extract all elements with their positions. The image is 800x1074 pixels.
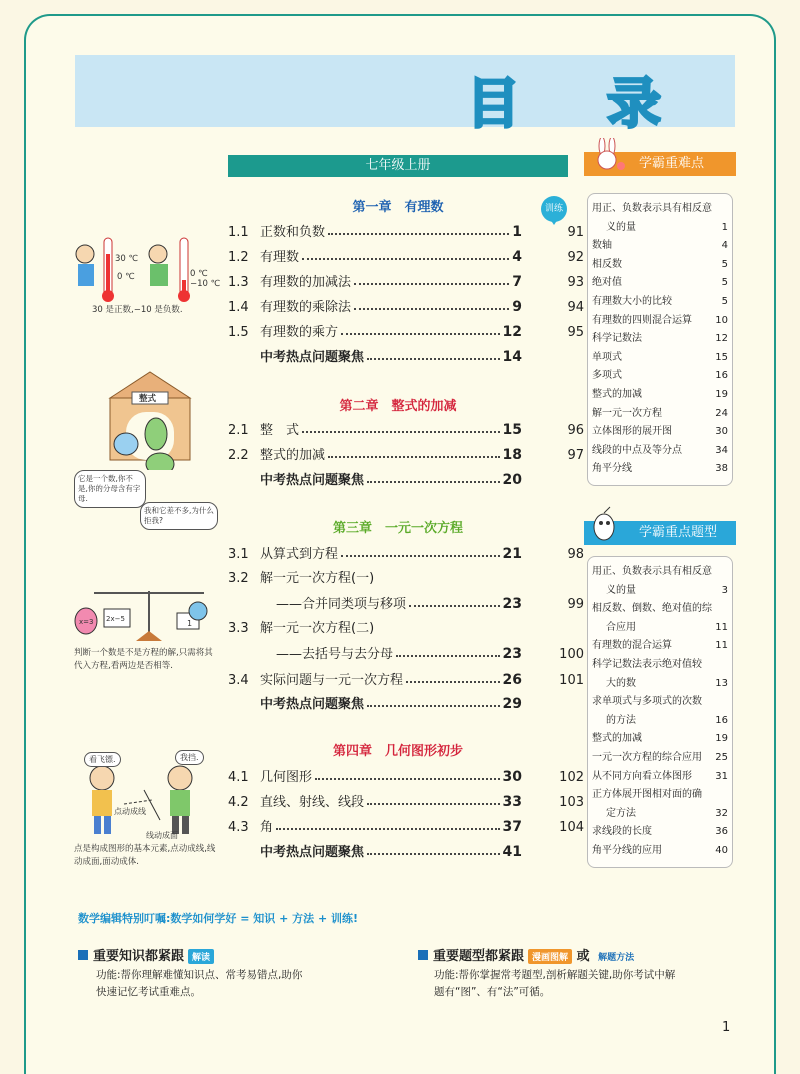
item-page: 16 xyxy=(715,714,728,726)
section-title: 从算式到方程 xyxy=(260,547,339,562)
section-title: 整 式 xyxy=(260,423,300,438)
key-question-types-list xyxy=(587,556,733,868)
section-number: 1.1 xyxy=(228,225,249,240)
side-list-item[interactable] xyxy=(592,312,728,331)
side-list-item[interactable] xyxy=(592,637,728,656)
toc-row[interactable] xyxy=(228,815,584,835)
balance-illustration xyxy=(74,585,214,645)
side-list-item[interactable] xyxy=(592,842,728,861)
side-list-item[interactable] xyxy=(592,330,728,349)
item-title: 相反数、倒数、绝对值的综 xyxy=(592,603,712,615)
item-title: 用正、负数表示具有相反意 xyxy=(592,203,712,214)
page-ref: 20 xyxy=(502,472,522,488)
feature-desc xyxy=(434,967,675,1001)
feature-knowledge xyxy=(78,945,214,964)
tab-key-points[interactable] xyxy=(584,152,736,176)
section-title: ——合并同类项与移项 xyxy=(276,597,407,612)
key-points-list xyxy=(587,193,733,486)
item-page: 30 xyxy=(715,426,728,438)
exercise-page-ref: 94 xyxy=(567,300,584,315)
item-title: 有理数的混合运算 xyxy=(592,640,672,652)
dot-leader xyxy=(328,456,500,458)
dot-leader xyxy=(367,853,500,855)
or-text: 或 xyxy=(576,949,590,964)
chapter-2-title[interactable]: 第二章 整式的加减 xyxy=(339,399,457,414)
item-page: 40 xyxy=(715,844,728,856)
item-page: 13 xyxy=(715,677,728,689)
section-number: 2.1 xyxy=(228,423,249,438)
side-list-item[interactable] xyxy=(592,712,728,731)
item-page: 19 xyxy=(715,388,728,400)
section-number: 4.1 xyxy=(228,770,249,785)
toc-hot-topics-row[interactable] xyxy=(228,468,522,488)
side-list-item[interactable] xyxy=(592,349,728,368)
item-page: 3 xyxy=(721,584,728,596)
dot-leader xyxy=(367,803,500,805)
tab-key-question-types[interactable] xyxy=(584,521,736,545)
speech-bubble: 我和它差不多,为什么拒我? xyxy=(140,502,218,530)
item-title: 科学记数法 xyxy=(592,333,642,345)
section-title: 解一元一次方程(二) xyxy=(260,621,375,636)
therm-label: 30 ℃ xyxy=(115,254,139,264)
item-title: 数轴 xyxy=(592,240,612,252)
item-title: 一元一次方程的综合应用 xyxy=(592,751,702,763)
feature-title: 重要知识都紧跟 xyxy=(93,949,185,964)
side-list-item[interactable] xyxy=(592,256,728,275)
page-ref: 23 xyxy=(502,596,522,612)
side-list-item[interactable] xyxy=(592,200,728,219)
exercise-page-ref: 104 xyxy=(559,820,584,835)
page-ref: 9 xyxy=(512,299,522,315)
section-title: 有理数的乘除法 xyxy=(260,300,352,315)
section-number: 3.4 xyxy=(228,673,249,688)
side-list-item[interactable] xyxy=(592,442,728,461)
exercise-page-ref: 91 xyxy=(567,225,584,240)
section-number: 4.3 xyxy=(228,820,249,835)
exercise-page-ref: 98 xyxy=(567,547,584,562)
dot-leader xyxy=(315,778,500,780)
scale-label: x=3 xyxy=(79,618,94,626)
practice-badge: 训练 xyxy=(541,196,567,222)
tag-badge: 漫画图解 xyxy=(528,949,572,964)
item-page: 15 xyxy=(715,351,728,363)
side-list-item[interactable] xyxy=(592,460,728,479)
item-title: 义的量 xyxy=(606,584,636,596)
side-list-item[interactable] xyxy=(592,582,728,601)
darts-illustration xyxy=(74,760,214,840)
item-title: 义的量 xyxy=(606,221,636,233)
gate-illustration xyxy=(100,370,210,470)
section-title: 角 xyxy=(260,820,274,835)
item-page: 16 xyxy=(715,370,728,382)
mascot-icon xyxy=(588,505,628,545)
bullet-square-icon xyxy=(418,950,428,960)
page-ref: 15 xyxy=(502,422,522,438)
page-ref: 4 xyxy=(512,249,522,265)
tag-badge: 解读 xyxy=(188,949,214,964)
side-list-item[interactable] xyxy=(592,823,728,842)
item-title: 正方体展开图相对面的确 xyxy=(592,789,702,801)
scale-label: 2x−5 xyxy=(106,615,125,623)
item-title: 相反数 xyxy=(592,258,622,270)
section-title: 中考热点问题聚焦 xyxy=(260,350,365,365)
side-list-item[interactable] xyxy=(592,405,728,424)
toc-row[interactable] xyxy=(228,592,584,612)
feature-desc xyxy=(96,967,302,1001)
item-title: 定方法 xyxy=(606,807,636,819)
section-number: 1.2 xyxy=(228,250,249,265)
side-list-item[interactable] xyxy=(592,656,728,675)
section-number: 1.3 xyxy=(228,275,249,290)
page-ref: 18 xyxy=(502,447,522,463)
therm-label: 0 ℃ xyxy=(117,272,135,282)
toc-row[interactable] xyxy=(228,542,584,562)
side-list-item[interactable] xyxy=(592,805,728,824)
dot-leader xyxy=(341,555,500,557)
toc-row[interactable] xyxy=(228,765,584,785)
page-ref: 26 xyxy=(502,672,522,688)
section-title: ——去括号与去分母 xyxy=(276,647,394,662)
section-title: 中考热点问题聚焦 xyxy=(260,845,365,860)
dot-leader xyxy=(367,705,500,707)
side-list-item[interactable] xyxy=(592,730,728,749)
item-page: 5 xyxy=(721,258,728,270)
item-title: 大的数 xyxy=(606,677,636,689)
side-list-item[interactable] xyxy=(592,274,728,293)
section-number: 1.4 xyxy=(228,300,249,315)
section-title: 有理数的乘方 xyxy=(260,325,339,340)
toc-row[interactable] xyxy=(228,418,584,438)
item-page: 24 xyxy=(715,407,728,419)
chapter-3-title[interactable]: 第三章 一元一次方程 xyxy=(332,521,463,536)
item-page: 5 xyxy=(721,295,728,307)
item-page: 32 xyxy=(715,807,728,819)
toc-row[interactable] xyxy=(228,443,584,463)
chapter-4-title[interactable]: 第四章 几何图形初步 xyxy=(332,744,463,759)
gate-label: 整式 xyxy=(139,394,157,404)
item-title: 单项式 xyxy=(592,351,622,363)
dot-leader xyxy=(341,333,500,335)
side-list-item[interactable] xyxy=(592,768,728,787)
figure-label: 线动成面 xyxy=(146,831,178,840)
side-list-item[interactable] xyxy=(592,693,728,712)
dot-leader xyxy=(396,655,500,657)
item-title: 从不同方向看立体图形 xyxy=(592,770,692,782)
feature-question-types xyxy=(418,945,634,964)
section-number: 3.3 xyxy=(228,621,249,636)
item-page: 38 xyxy=(715,463,728,475)
item-title: 的方法 xyxy=(606,714,636,726)
item-title: 整式的加减 xyxy=(592,388,642,400)
exercise-page-ref: 93 xyxy=(567,275,584,290)
page-ref: 14 xyxy=(502,349,522,365)
item-title: 绝对值 xyxy=(592,277,622,289)
exercise-page-ref: 103 xyxy=(559,795,584,810)
section-title: 解一元一次方程(一) xyxy=(260,571,375,586)
exercise-page-ref: 92 xyxy=(567,250,584,265)
item-page: 4 xyxy=(721,240,728,252)
page-title: 目 录 xyxy=(466,72,695,135)
section-title: 整式的加减 xyxy=(260,448,326,463)
side-list-item[interactable] xyxy=(592,600,728,619)
section-number: 2.2 xyxy=(228,448,249,463)
item-page: 31 xyxy=(715,770,728,782)
section-number: 4.2 xyxy=(228,795,249,810)
speech-bubble: 看飞镖. xyxy=(84,752,121,767)
figure-label: 点动成线 xyxy=(114,807,146,816)
caption-1: 30 是正数,−10 是负数. xyxy=(92,305,183,315)
dot-leader xyxy=(302,431,500,433)
item-title: 多项式 xyxy=(592,370,622,382)
toc-row[interactable] xyxy=(228,220,584,240)
feature-desc-line: 快速记忆考试重难点。 xyxy=(96,986,201,998)
item-title: 立体图形的展开图 xyxy=(592,426,672,438)
item-page: 5 xyxy=(721,277,728,289)
side-list-item[interactable] xyxy=(592,675,728,694)
feature-desc-line: 功能:帮你理解难懂知识点、常考易错点,助你 xyxy=(96,969,303,981)
tab-label: 学霸重点题型 xyxy=(639,525,718,540)
dot-leader xyxy=(406,681,500,683)
toc-hot-topics-row[interactable] xyxy=(228,345,522,365)
item-page: 1 xyxy=(721,221,728,233)
item-title: 求线段的长度 xyxy=(592,826,652,838)
item-page: 11 xyxy=(715,640,728,652)
rabbit-mascot-icon xyxy=(588,138,628,176)
toc-row[interactable] xyxy=(228,566,568,586)
side-list-item[interactable] xyxy=(592,423,728,442)
item-title: 有理数的四则混合运算 xyxy=(592,314,692,326)
side-list-item[interactable] xyxy=(592,386,728,405)
item-title: 求单项式与多项式的次数 xyxy=(592,696,702,708)
section-title: 中考热点问题聚焦 xyxy=(260,473,365,488)
section-title: 实际问题与一元一次方程 xyxy=(260,673,404,688)
section-title: 直线、射线、线段 xyxy=(260,795,365,810)
grade-header: 七年级上册 xyxy=(228,155,568,177)
side-list-item[interactable] xyxy=(592,786,728,805)
section-number: 1.5 xyxy=(228,325,249,340)
therm-label: 0 ℃ xyxy=(190,269,208,279)
item-page: 25 xyxy=(715,751,728,763)
speech-bubble: 它是一个数,你不是,你的分母含有字母. xyxy=(74,470,146,508)
section-title: 正数和负数 xyxy=(260,225,326,240)
side-list-item[interactable] xyxy=(592,367,728,386)
editor-tip: 数学编辑特别叮嘱:数学如何学好 = 知识 + 方法 + 训练! xyxy=(78,912,359,925)
toc-row[interactable] xyxy=(228,642,584,662)
item-title: 整式的加减 xyxy=(592,733,642,745)
exercise-page-ref: 99 xyxy=(567,597,584,612)
page-ref: 29 xyxy=(502,696,522,712)
toc-row[interactable] xyxy=(228,270,584,290)
side-list-item[interactable] xyxy=(592,237,728,256)
dot-leader xyxy=(354,283,509,285)
toc-hot-topics-row[interactable] xyxy=(228,840,522,860)
section-number: 3.1 xyxy=(228,547,249,562)
toc-row[interactable] xyxy=(228,320,584,340)
page-ref: 12 xyxy=(502,324,522,340)
page-ref: 7 xyxy=(512,274,522,290)
toc-row[interactable] xyxy=(228,245,584,265)
section-title: 有理数 xyxy=(260,250,300,265)
section-number: 3.2 xyxy=(228,571,249,586)
tag-badge: 解题方法 xyxy=(598,953,635,963)
caption-3: 判断一个数是不是方程的解,只需将其代入方程,看两边是否相等. xyxy=(74,648,213,671)
item-title: 用正、负数表示具有相反意 xyxy=(592,566,712,577)
page-ref: 41 xyxy=(502,844,522,860)
page-number: 1 xyxy=(722,1020,731,1035)
feature-desc-line: 题有“图”、有“法”可循。 xyxy=(434,986,551,998)
side-list-item[interactable] xyxy=(592,563,728,582)
item-title: 解一元一次方程 xyxy=(592,407,662,419)
speech-bubble: 我挡. xyxy=(175,750,204,765)
dot-leader xyxy=(367,358,500,360)
section-title: 几何图形 xyxy=(260,770,313,785)
chapter-1-title[interactable]: 第一章 有理数 xyxy=(352,200,444,215)
page-ref: 30 xyxy=(502,769,522,785)
exercise-page-ref: 102 xyxy=(559,770,584,785)
toc-row[interactable] xyxy=(228,295,584,315)
page-ref: 23 xyxy=(502,646,522,662)
item-title: 科学记数法表示绝对值较 xyxy=(592,658,702,670)
item-page: 19 xyxy=(715,733,728,745)
side-list-item[interactable] xyxy=(592,293,728,312)
side-list-item[interactable] xyxy=(592,749,728,768)
item-title: 合应用 xyxy=(606,621,636,633)
item-title: 角平分线的应用 xyxy=(592,844,662,856)
item-title: 线段的中点及等分点 xyxy=(592,444,682,456)
dot-leader xyxy=(367,481,500,483)
section-title: 有理数的加减法 xyxy=(260,275,352,290)
exercise-page-ref: 100 xyxy=(559,647,584,662)
page-ref: 1 xyxy=(512,224,522,240)
feature-title: 重要题型都紧跟 xyxy=(433,949,525,964)
page-ref: 37 xyxy=(502,819,522,835)
section-title: 中考热点问题聚焦 xyxy=(260,697,365,712)
bullet-square-icon xyxy=(78,950,88,960)
tab-label: 学霸重难点 xyxy=(639,156,705,171)
toc-row[interactable] xyxy=(228,616,568,636)
dot-leader xyxy=(354,308,509,310)
item-page: 34 xyxy=(715,444,728,456)
item-page: 12 xyxy=(715,333,728,345)
item-page: 11 xyxy=(715,621,728,633)
item-page: 10 xyxy=(715,314,728,326)
exercise-page-ref: 101 xyxy=(559,673,584,688)
side-list-item[interactable] xyxy=(592,219,728,238)
scale-label: 1 xyxy=(187,619,193,628)
title-banner xyxy=(75,55,735,135)
page-ref: 21 xyxy=(502,546,522,562)
exercise-page-ref: 95 xyxy=(567,325,584,340)
dot-leader xyxy=(409,605,500,607)
toc-row[interactable] xyxy=(228,668,584,688)
dot-leader xyxy=(276,828,500,830)
exercise-page-ref: 97 xyxy=(567,448,584,463)
item-title: 有理数大小的比较 xyxy=(592,295,672,307)
page-ref: 33 xyxy=(502,794,522,810)
dot-leader xyxy=(302,258,509,260)
toc-row[interactable] xyxy=(228,790,584,810)
caption-4: 点是构成图形的基本元素,点动成线,线动成面,面动成体. xyxy=(74,844,216,867)
therm-label: −10 ℃ xyxy=(190,279,221,289)
side-list-item[interactable] xyxy=(592,619,728,638)
dot-leader xyxy=(328,233,509,235)
item-page: 36 xyxy=(715,826,728,838)
item-title: 角平分线 xyxy=(592,463,632,475)
exercise-page-ref: 96 xyxy=(567,423,584,438)
feature-desc-line: 功能:帮你掌握常考题型,剖析解题关键,助你考试中解 xyxy=(434,969,676,981)
toc-hot-topics-row[interactable] xyxy=(228,692,522,712)
